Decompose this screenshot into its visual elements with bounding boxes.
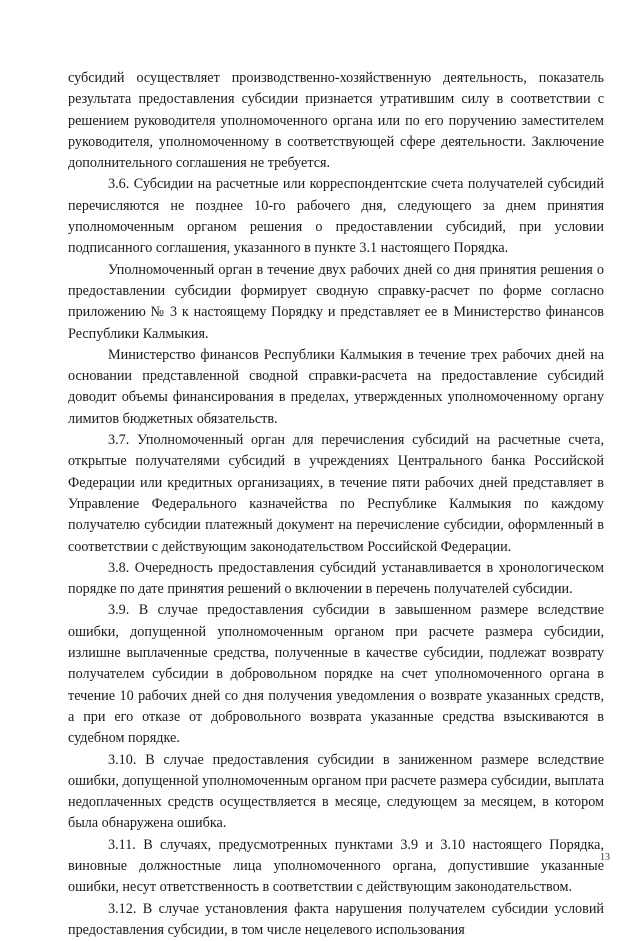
paragraph-3-11: 3.11. В случаях, предусмотренных пунктами 3.9 и 3.10 настоящего Порядка, виновные должностные лица уполномоченного органа, допустившие указанные ошибки, несут ответственность в соответствии с действующим законодательством.	[68, 836, 604, 896]
paragraph-3-12: 3.12. В случае установления факта нарушения получателем субсидии условий предоставления субсидии, в том числе нецелевого использования	[68, 900, 604, 938]
paragraph-3-6: 3.6. Субсидии на расчетные или корреспондентские счета получателей субсидий перечисляются не позднее 10-го рабочего дня, следующего за днем принятия уполномоченным органом решения о предоставлении субсидий, при условии подписанного соглашения, указанного в пункте 3.1 настоящего Порядка.	[68, 176, 604, 257]
paragraph-3-7: 3.7. Уполномоченный орган для перечисления субсидий на расчетные счета, открытые получателями субсидий в учреждениях Центрального банка Российской Федерации или кредитных организациях, в течение пяти рабочих дней представляет в Управление Федерального казначейства по Республике Калмыкия по каждому получателю субсидии платежный документ на перечисление субсидии, оформленный в соответствии с действующим законодательством Российской Федерации.	[68, 432, 604, 555]
document-body	[68, 68, 604, 941]
paragraph-3-9: 3.9. В случае предоставления субсидии в завышенном размере вследствие ошибки, допущенной уполномоченным органом при расчете размера субсидии, излишне выплаченные средства, полученные в качестве субсидии, подлежат возврату получателем субсидии в добровольном порядке на счет уполномоченного органа в течение 10 рабочих дней со дня получения уведомления о возврате указанных средств, а при его отказе от добровольного возврата указанные средства взыскиваются в судебном порядке.	[68, 602, 604, 747]
paragraph-3-10: 3.10. В случае предоставления субсидии в заниженном размере вследствие ошибки, допущенной уполномоченным органом при расчете размера субсидии, выплата недоплаченных средств осуществляется в месяце, следующем за месяцем, в котором была обнаружена ошибка.	[68, 751, 604, 832]
paragraph-continuation: субсидий осуществляет производственно-хозяйственную деятельность, показатель результата предоставления субсидии признается утратившим силу в соответствии с решением руководителя уполномоченного органа или по его поручению заместителем руководителя, уполномоченному в соответствующей сфере деятельности. Заключение дополнительного соглашения не требуется.	[68, 70, 604, 172]
paragraph-ministry-finance: Министерство финансов Республики Калмыкия в течение трех рабочих дней на основании представленной сводной справки-расчета на предоставление субсидий доводит объемы финансирования в пределах, утвержденных уполномоченному органу лимитов бюджетных обязательств.	[68, 346, 604, 427]
page-number: 13	[600, 852, 610, 863]
paragraph-3-8: 3.8. Очередность предоставления субсидий устанавливается в хронологическом порядке по дате принятия решений о включении в перечень получателей субсидии.	[68, 559, 604, 598]
paragraph-summary-certificate: Уполномоченный орган в течение двух рабочих дней со дня принятия решения о предоставлении субсидии формирует сводную справку-расчет по форме согласно приложению № 3 к настоящему Порядку и представляет ее в Министерство финансов Республики Калмыкия.	[68, 261, 604, 342]
